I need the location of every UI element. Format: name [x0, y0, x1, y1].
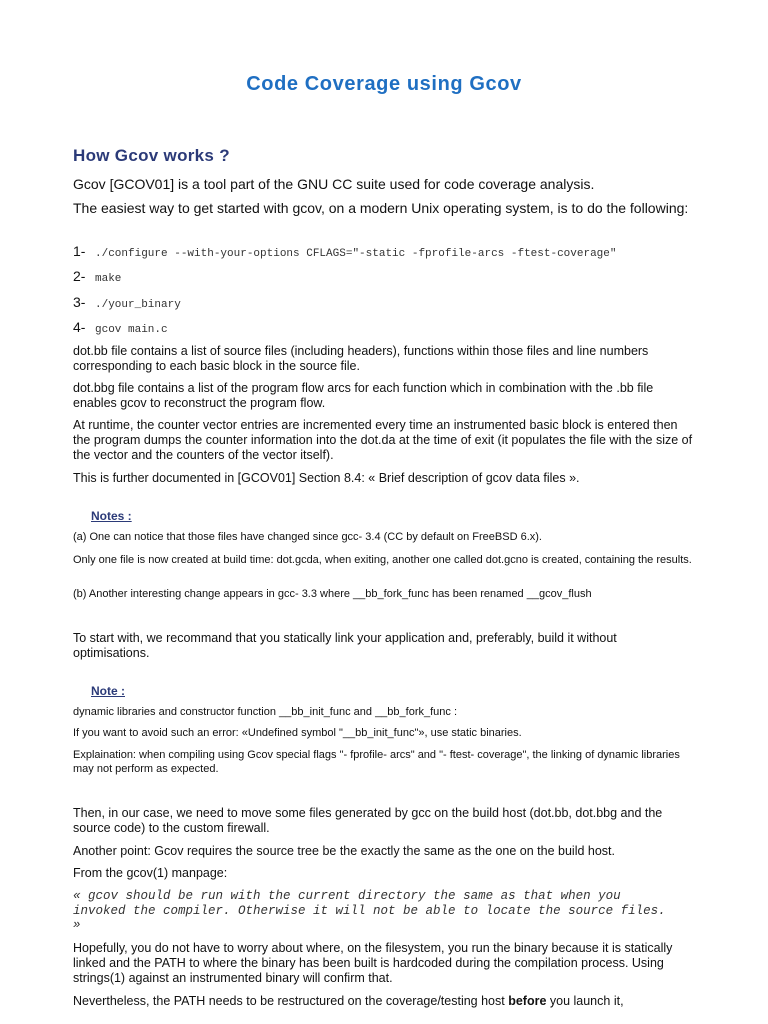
- step-command: make: [95, 273, 122, 285]
- note-line: If you want to avoid such an error: «Undefined symbol "__bb_init_func"», use static binaries.: [73, 727, 522, 739]
- before-emphasis: before: [508, 994, 547, 1008]
- nevertheless-text: Nevertheless, the PATH needs to be restructured on the coverage/testing host: [73, 994, 509, 1008]
- note-line: Only one file is now created at build time: dot.gcda, when exiting, another one called dot.gcno is created, containing the results.: [73, 554, 692, 566]
- step-number: 1-: [73, 243, 86, 259]
- step-command: ./configure --with-your-options CFLAGS="-static -fprofile-arcs -ftest-coverage": [95, 248, 617, 260]
- note-line: Explaination: when compiling using Gcov special flags "- fprofile- arcs" and "- ftest- coverage", the linking of dynamic libraries may not perform as expected.: [73, 749, 680, 775]
- bbg-paragraph: dot.bbg file contains a list of the program flow arcs for each function which in combination with the .bb file enables gcov to reconstruct the program flow.: [73, 381, 654, 410]
- step-number: 3-: [73, 294, 86, 310]
- easiest-paragraph: The easiest way to get started with gcov, on a modern Unix operating system, is to do the following:: [73, 200, 689, 216]
- note-line: (a) One can notice that those files have changed since gcc- 3.4 (CC by default on FreeBSD 6.x).: [73, 531, 542, 543]
- documented-paragraph: This is further documented in [GCOV01] Section 8.4: « Brief description of gcov data files ».: [73, 471, 580, 485]
- step-number: 2-: [73, 268, 86, 284]
- step-item: [73, 268, 121, 287]
- another-paragraph: Another point: Gcov requires the source tree be the exactly the same as the one on the build host.: [73, 844, 615, 858]
- step-item: [73, 243, 617, 262]
- notes-heading: Notes :: [91, 509, 132, 523]
- step-command: gcov main.c: [95, 324, 168, 336]
- hopefully-paragraph: Hopefully, you do not have to worry about where, on the filesystem, you run the binary because it is statically linked and the PATH to where the binary has been built is hardcoded during the compilation process. Using strings(1) against an instrumented binary will confirm that.: [73, 941, 673, 985]
- nevertheless-text-end: you launch it,: [546, 994, 624, 1008]
- note-line: (b) Another interesting change appears in gcc- 3.3 where __bb_fork_func has been renamed __gcov_flush: [73, 588, 592, 600]
- step-command: ./your_binary: [95, 299, 181, 311]
- bb-paragraph: dot.bb file contains a list of source files (including headers), functions within those files and line numbers corresponding to each basic block in the source file.: [73, 344, 649, 373]
- step-item: [73, 294, 181, 313]
- note-line: dynamic libraries and constructor function __bb_init_func and __bb_fork_func :: [73, 706, 458, 718]
- step-number: 4-: [73, 319, 86, 335]
- intro-paragraph: Gcov [GCOV01] is a tool part of the GNU CC suite used for code coverage analysis.: [73, 176, 595, 192]
- page-title: Code Coverage using Gcov: [246, 73, 522, 95]
- start-paragraph: To start with, we recommand that you statically link your application and, preferably, build it without optimisations.: [73, 631, 617, 660]
- note-heading: Note :: [91, 684, 125, 698]
- section-heading: How Gcov works ?: [73, 146, 230, 165]
- nevertheless-paragraph: [73, 994, 695, 1009]
- manpage-quote: « gcov should be run with the current directory the same as that when you invoked the compiler. Otherwise it will not be able to locate the source files. »: [73, 889, 666, 932]
- step-item: [73, 319, 168, 338]
- then-paragraph: Then, in our case, we need to move some files generated by gcc on the build host (dot.bb, dot.bbg and the source code) to the custom firewall.: [73, 806, 663, 835]
- runtime-paragraph: At runtime, the counter vector entries are incremented every time an instrumented basic block is entered then the program dumps the counter information into the dot.da at the time of exit (it populates the file with the size of the vector and the counters of the vector itself).: [73, 418, 693, 462]
- manpage-paragraph: From the gcov(1) manpage:: [73, 866, 228, 880]
